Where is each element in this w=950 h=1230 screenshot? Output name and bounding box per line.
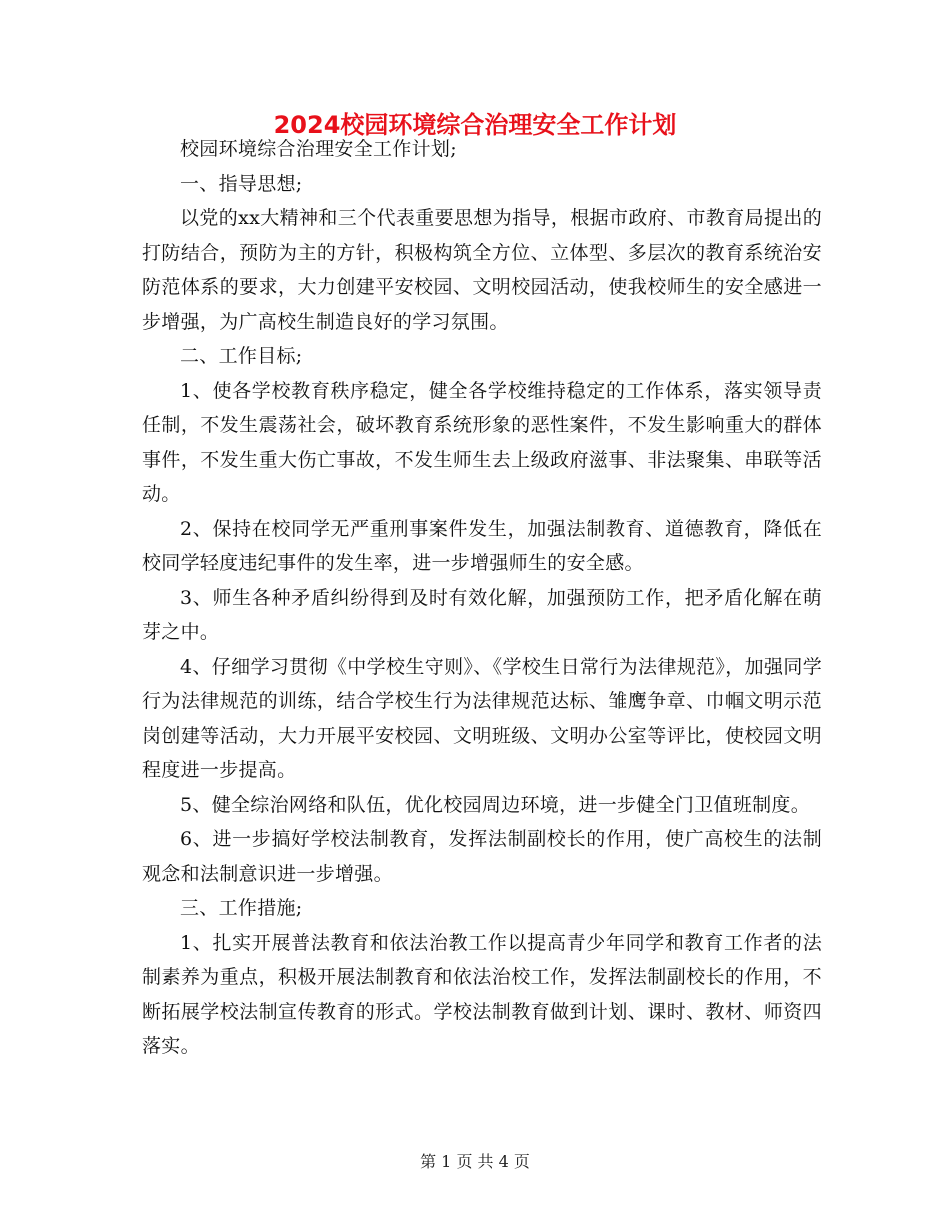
paragraph-goal-6: 6、进一步搞好学校法制教育，发挥法制副校长的作用，使广高校生的法制观念和法制意识进一步增强。 bbox=[142, 828, 822, 885]
paragraph-goal-3: 3、师生各种矛盾纠纷得到及时有效化解，加强预防工作，把矛盾化解在萌芽之中。 bbox=[142, 586, 822, 643]
document-title: 2024校园环境综合治理安全工作计划 bbox=[273, 111, 677, 139]
paragraph-goal-1: 1、使各学校教育秩序稳定，健全各学校维持稳定的工作体系，落实领导责任制，不发生震荡社会，破坏教育系统形象的恶性案件，不发生影响重大的群体事件，不发生重大伤亡事故，不发生师生去上级政府滋事、非法聚集、串联等活动。 bbox=[142, 379, 822, 505]
page-number-footer: 第 1 页 共 4 页 bbox=[420, 1152, 530, 1171]
paragraph-guiding-ideology: 以党的xx大精神和三个代表重要思想为指导，根据市政府、市教育局提出的打防结合，预防为主的方针，积极构筑全方位、立体型、多层次的教育系统治安防范体系的要求，大力创建平安校园、文明校园活动，使我校师生的安全感进一步增强，为广高校生制造良好的学习氛围。 bbox=[142, 207, 822, 333]
heading-work-measures: 三、工作措施; bbox=[180, 897, 303, 919]
paragraph-goal-2: 2、保持在校同学无严重刑事案件发生，加强法制教育、道德教育，降低在校同学轻度违纪事件的发生率，进一步增强师生的安全感。 bbox=[142, 517, 822, 574]
paragraph-measure-1: 1、扎实开展普法教育和依法治教工作以提高青少年同学和教育工作者的法制素养为重点，积极开展法制教育和依法治校工作，发挥法制副校长的作用，不断拓展学校法制宣传教育的形式。学校法制教育做到计划、课时、教材、师资四落实。 bbox=[142, 931, 822, 1057]
paragraph-intro: 校园环境综合治理安全工作计划; bbox=[180, 138, 457, 160]
paragraph-goal-5: 5、健全综治网络和队伍，优化校园周边环境，进一步健全门卫值班制度。 bbox=[180, 793, 810, 816]
heading-guiding-ideology: 一、指导思想; bbox=[180, 172, 303, 195]
paragraph-goal-4: 4、仔细学习贯彻《中学校生守则》、《学校生日常行为法律规范》，加强同学行为法律规范的训练，结合学校生行为法律规范达标、雏鹰争章、巾帼文明示范岗创建等活动，大力开展平安校园、文明班级、文明办公室等评比，使校园文明程度进一步提高。 bbox=[142, 655, 822, 781]
document-body bbox=[142, 132, 822, 1064]
heading-work-goals: 二、工作目标; bbox=[180, 345, 303, 367]
